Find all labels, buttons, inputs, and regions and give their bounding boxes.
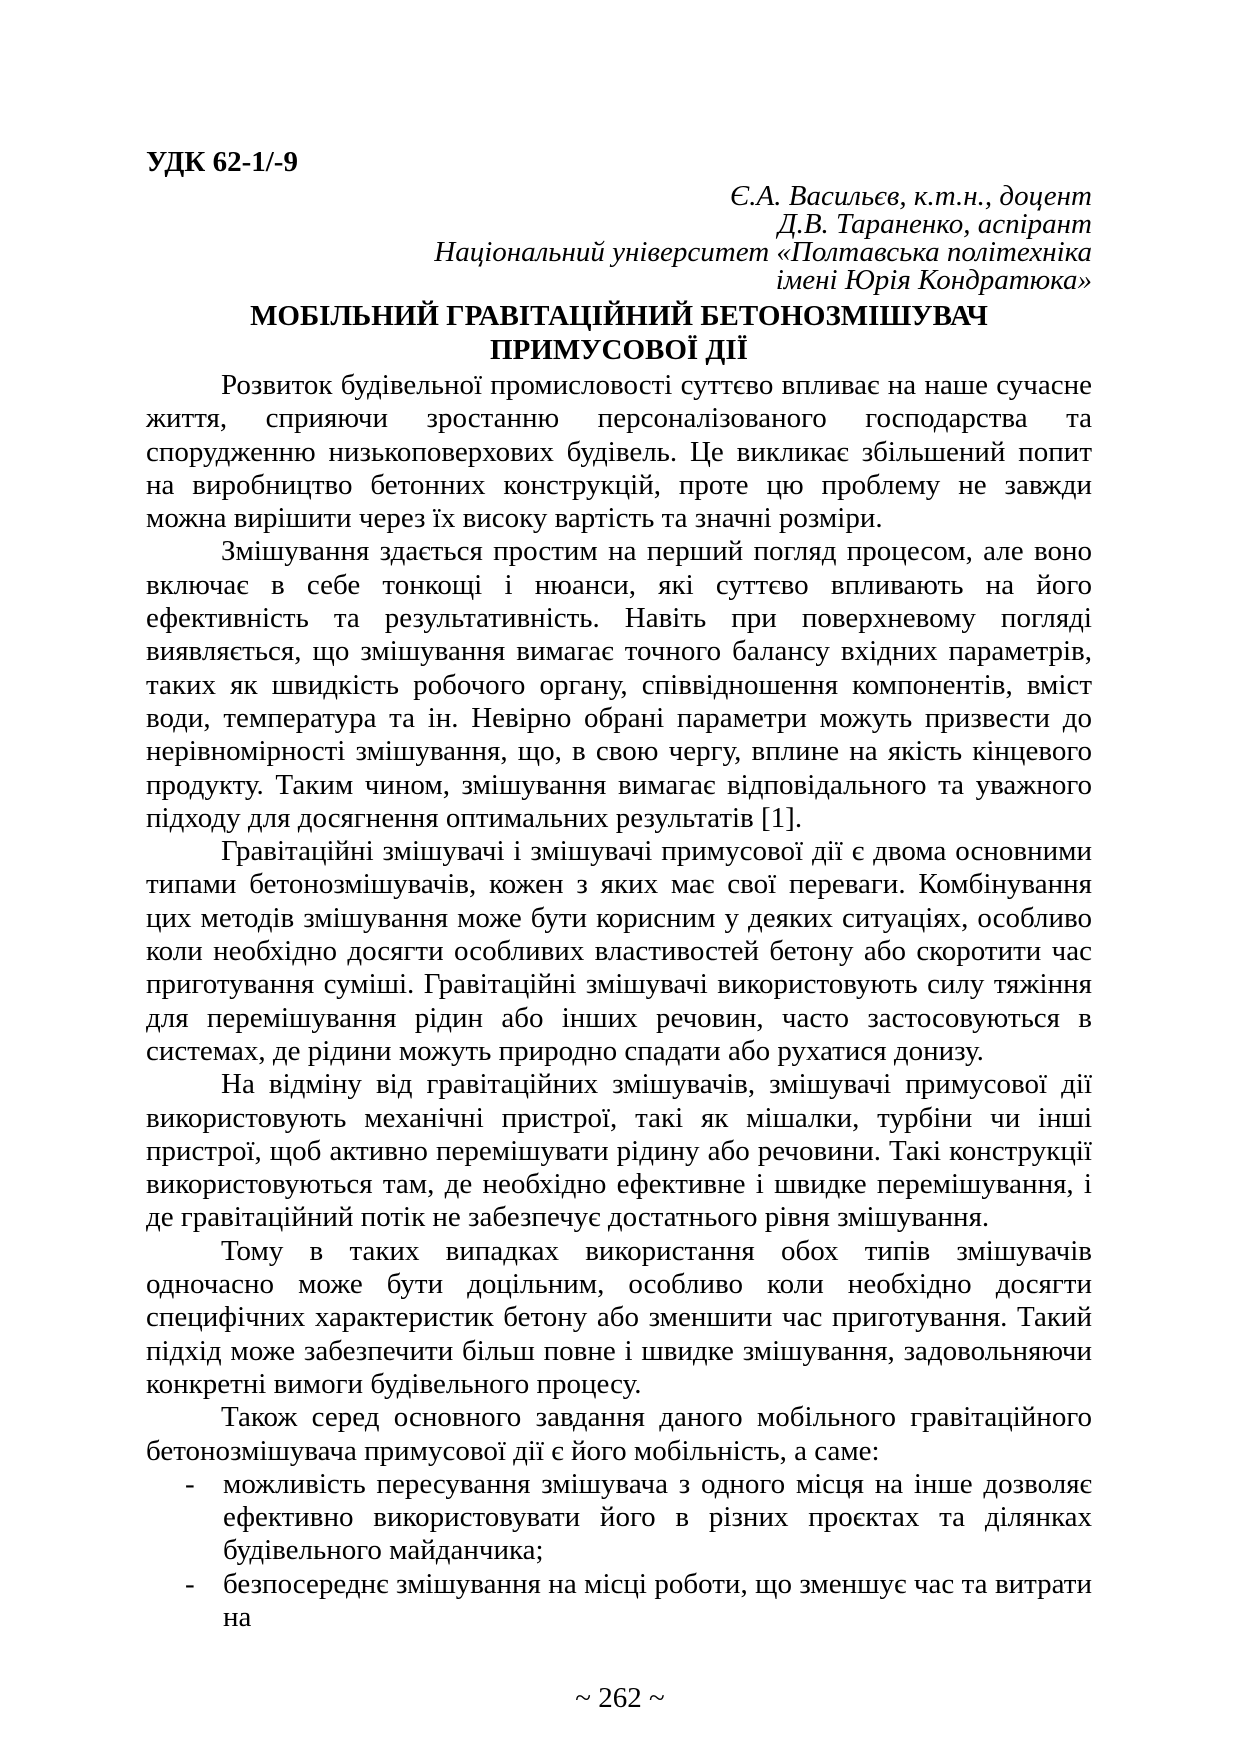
affiliation-line-2: імені Юрія Кондратюка» [775, 264, 1092, 296]
paragraph-2: Змішування здається простим на перший погляд процесом, але воно включає в себе тонкощі і нюанси, які суттєво впливають на його ефективність та результативність. Навіть при поверхневому погляді виявляється, що змішування вимагає точного балансу вхідних параметрів, таких як швидкість робочого органу, співвідношення компонентів, вміст води, температура та ін. Невірно обрані параметри можуть призвести до нерівномірності змішування, що, в свою чергу, вплине на якість кінцевого продукту. Таким чином, змішування вимагає відповідального та уважного підходу для досягнення оптимальних результатів [1]. [146, 535, 1092, 834]
affiliation-line-1: Національний університет «Полтавська політехніка [434, 236, 1092, 268]
paper-body [146, 369, 1092, 1634]
paragraph-4: На відміну від гравітаційних змішувачів, змішувачі примусової дії використовують механічні пристрої, такі як мішалки, турбіни чи інші пристрої, щоб активно перемішувати рідину або речовини. Такі конструкції використовуються там, де необхідно ефективне і швидке перемішування, і де гравітаційний потік не забезпечує достатнього рівня змішування. [146, 1068, 1092, 1234]
list-dash-marker: - [185, 1467, 195, 1500]
page-number: ~ 262 ~ [575, 1682, 665, 1714]
author-line-2: Д.В. Тараненко, аспірант [778, 208, 1092, 240]
paragraph-6: Також серед основного завдання даного мобільного гравітаційного бетонозмішувача примусової дії є його мобільність, а саме: [146, 1401, 1092, 1467]
list-item-text: можливість пересування змішувача з одного місця на інше дозволяє ефективно використовувати його в різних проєктах та ділянках будівельного майданчика; [223, 1467, 1092, 1567]
list-item [146, 1468, 1092, 1568]
paragraph-5: Тому в таких випадках використання обох типів змішувачів одночасно може бути доцільним, особливо коли необхідно досягти специфічних характеристик бетону або зменшити час приготування. Такий підхід може забезпечити більш повне і швидке змішування, задовольняючи конкретні вимоги будівельного процесу. [146, 1234, 1092, 1400]
author-block [146, 182, 1092, 294]
paragraph-3: Гравітаційні змішувачі і змішувачі примусової дії є двома основними типами бетонозмішувачів, кожен з яких має свої переваги. Комбінування цих методів змішування може бути корисним у деяких ситуаціях, особливо коли необхідно досягти особливих властивостей бетону або скоротити час приготування суміші. Гравітаційні змішувачі використовують силу тяжіння для перемішування рідин або інших речовин, часто застосовуються в системах, де рідини можуть природно спадати або рухатися донизу. [146, 835, 1092, 1067]
udc-code: УДК 62-1/-9 [146, 146, 298, 178]
list-item [146, 1568, 1092, 1635]
paragraph-1: Розвиток будівельної промисловості суттєво впливає на наше сучасне життя, сприяючи зростанню персоналізованого господарства та спорудженню низькоповерхових будівель. Це викликає збільшений попит на виробництво бетонних конструкцій, проте цю проблему не завжди можна вирішити через їх високу вартість та значні розміри. [146, 369, 1092, 535]
author-line-1: Є.А. Васильєв, к.т.н., доцент [729, 180, 1092, 212]
list-item-text: безпосереднє змішування на місці роботи, що зменшує час та витрати на [223, 1567, 1092, 1633]
list-dash-marker: - [185, 1567, 195, 1600]
paper-title: МОБІЛЬНИЙ ГРАВІТАЦІЙНИЙ БЕТОНОЗМІШУВАЧ ПРИМУСОВОЇ ДІЇ [250, 300, 988, 366]
